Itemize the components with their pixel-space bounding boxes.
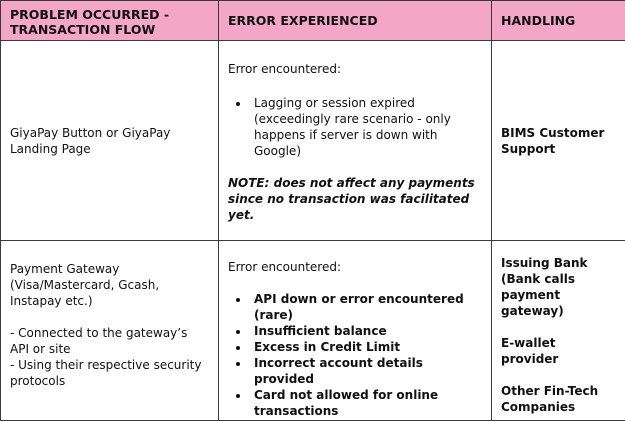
header-row [1, 1, 625, 41]
list-item: • Incorrect account details provided [250, 355, 482, 387]
note-text: NOTE: does not affect any payments since no transaction was facilitated yet. [228, 176, 475, 222]
problem-cell [1, 41, 219, 241]
handling-text: BIMS Customer Support [501, 125, 605, 156]
problem-detail: - Connected to the gateway’s API or site [10, 326, 188, 356]
problem-text: GiyaPay Button or GiyaPay Landing Page [10, 125, 171, 156]
list-item: • Excess in Credit Limit [250, 339, 482, 355]
error-cell [219, 41, 492, 241]
error-list [228, 95, 482, 159]
handling-cell [492, 41, 625, 241]
table-row [1, 241, 625, 421]
problem-detail: - Using their respective security protocols [10, 358, 202, 388]
handling-text: Other Fin-Tech Companies [501, 384, 599, 414]
error-intro: Error encountered: [228, 260, 342, 274]
handling-text: E-wallet provider [501, 336, 559, 366]
header-problem-occurred: PROBLEM OCCURRED - TRANSACTION FLOW [1, 1, 219, 41]
table-row [1, 41, 625, 241]
header-error-experienced: ERROR EXPERIENCED [219, 1, 492, 41]
list-item: • Lagging or session expired (exceedingly rare scenario - only happens if server is down with Google) [250, 95, 482, 159]
list-item: • Insufficient balance [250, 323, 482, 339]
list-item: • Card not allowed for online transactions [250, 387, 482, 419]
handling-cell [492, 241, 625, 421]
header-handling: HANDLING [492, 1, 625, 41]
problem-title: Payment Gateway (Visa/Mastercard, Gcash, Instapay etc.) [10, 262, 160, 308]
problem-cell [1, 241, 219, 421]
error-intro: Error encountered: [228, 62, 342, 76]
list-item: • API down or error encountered (rare) [250, 291, 482, 323]
error-list [228, 291, 482, 419]
handling-text: Issuing Bank (Bank calls payment gateway) [501, 256, 588, 318]
error-cell [219, 241, 492, 421]
